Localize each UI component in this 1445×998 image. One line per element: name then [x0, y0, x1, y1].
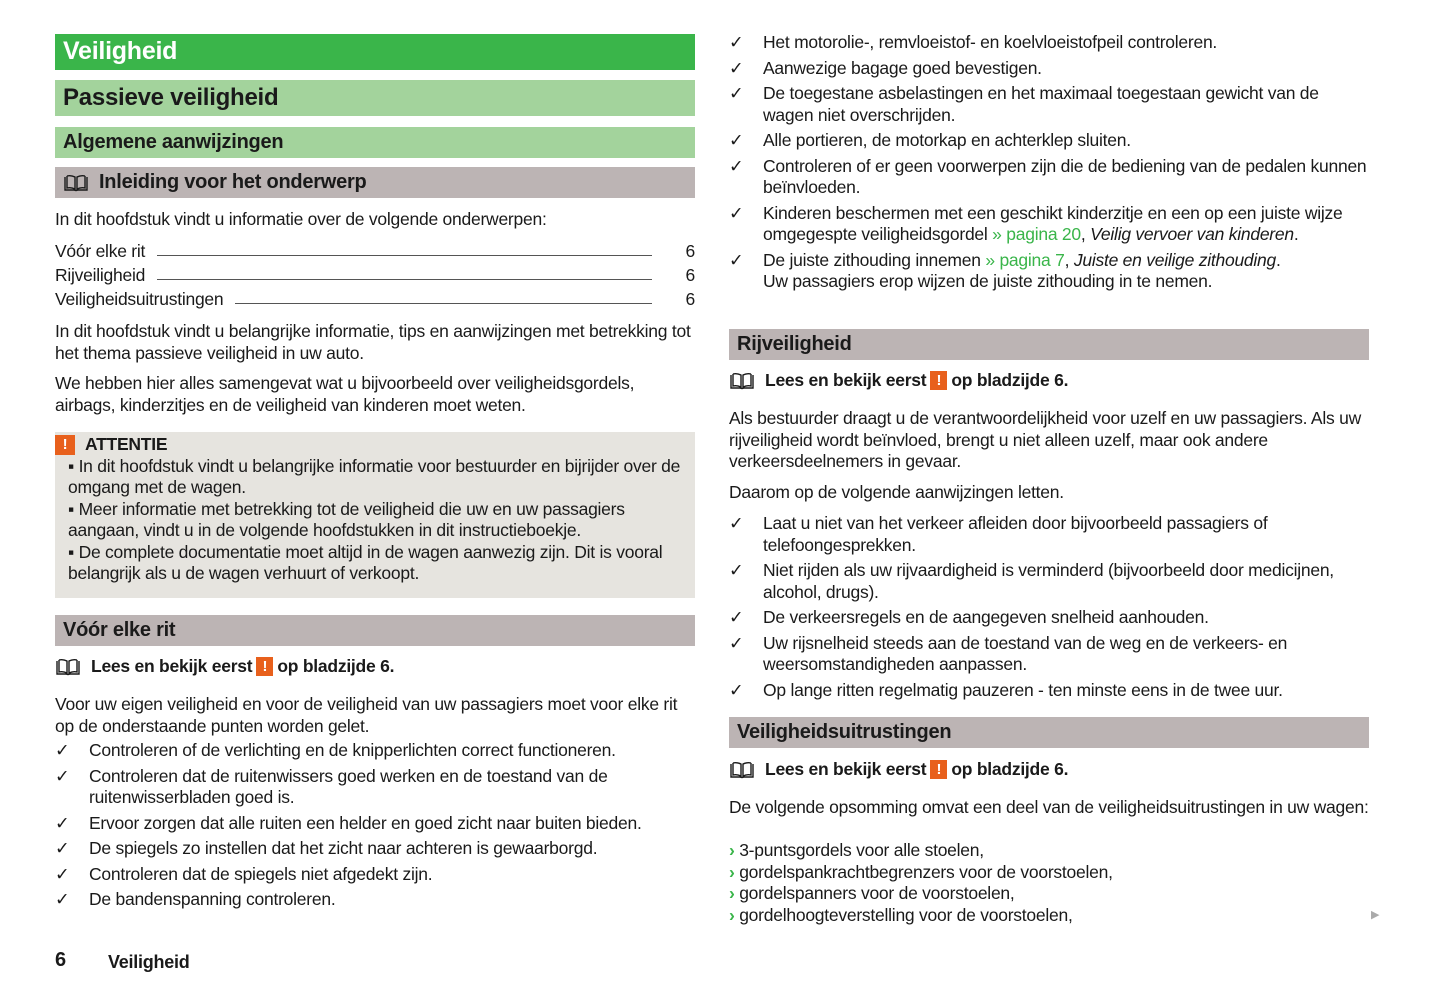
toc-leader	[157, 279, 651, 280]
list-text: gordelspankrachtbegrenzers voor de voorstoelen,	[739, 861, 1113, 882]
toc-row[interactable]	[55, 262, 695, 286]
list-text: 3-puntsgordels voor alle stoelen,	[739, 840, 984, 860]
rij-title: Rijveiligheid	[737, 332, 852, 355]
check-text: De spiegels zo instellen dat het zicht naar achteren is gewaarborgd.	[89, 838, 598, 858]
subsection-title: Algemene aanwijzingen	[63, 130, 284, 153]
check-item	[729, 203, 1369, 246]
check-text: De bandenspanning controleren.	[89, 889, 336, 909]
check-text: Aanwezige bagage goed bevestigen.	[763, 57, 1042, 78]
period: .	[1293, 224, 1299, 244]
intro-heading	[55, 167, 695, 198]
section-heading	[55, 80, 695, 116]
list-item	[729, 905, 1369, 927]
check-icon: ✓	[729, 249, 744, 270]
page-number: 6	[55, 949, 66, 971]
attention-title: ATTENTIE	[85, 434, 168, 454]
warning-icon[interactable]: !	[930, 760, 947, 779]
check-item	[729, 633, 1369, 676]
section-title: Passieve veiligheid	[63, 84, 279, 112]
intro-title: Inleiding voor het onderwerp	[99, 170, 367, 193]
toc-label: Vóór elke rit	[55, 240, 146, 261]
check-text: Controleren dat de ruitenwissers goed werken en de toestand van de ruitenwisserbladen goed is.	[89, 765, 608, 807]
check-text: Kinderen beschermen met een geschikt kinderzitje en een op een juiste wijze omgegespte veiligheidsgordel	[763, 202, 1343, 244]
book-icon	[63, 174, 89, 192]
toc-leader	[157, 255, 651, 256]
uitr-list	[729, 840, 1369, 926]
chevron-right-icon: ›	[729, 883, 735, 903]
toc-row[interactable]	[55, 238, 695, 262]
check-icon: ✓	[55, 812, 70, 833]
check-item	[729, 607, 1369, 629]
toc-row[interactable]	[55, 286, 695, 310]
read-first-page[interactable]: op bladzijde 6.	[951, 759, 1069, 779]
list-item	[729, 883, 1369, 905]
check-item	[55, 766, 695, 809]
warning-icon: !	[55, 435, 75, 455]
read-first-note	[729, 370, 1369, 392]
check-text: Het motorolie-, remvloeistof- en koelvloeistofpeil controleren.	[763, 32, 1218, 52]
chevron-right-icon: ›	[729, 904, 735, 925]
check-item	[55, 838, 695, 860]
voor-heading	[55, 615, 695, 646]
check-text: Controleren dat de spiegels niet afgedekt zijn.	[89, 863, 433, 884]
toc-page: 6	[685, 264, 695, 285]
check-item	[729, 156, 1369, 199]
check-item	[55, 740, 695, 762]
check-item	[729, 680, 1369, 702]
warning-icon[interactable]: !	[930, 371, 947, 390]
voor-title: Vóór elke rit	[63, 618, 176, 641]
list-item	[729, 840, 1369, 862]
check-text: Op lange ritten regelmatig pauzeren - ten minste eens in de twee uur.	[763, 679, 1283, 700]
rij-heading	[729, 329, 1369, 360]
link-title: Veilig vervoer van kinderen	[1090, 224, 1294, 244]
toc-label: Veiligheidsuitrustingen	[55, 288, 224, 309]
period: .	[1276, 249, 1281, 270]
check-text: Uw passagiers erop wijzen de juiste zithouding in te nemen.	[763, 271, 1213, 291]
check-text: Laat u niet van het verkeer afleiden door bijvoorbeeld passagiers of telefoongesprekken.	[763, 513, 1268, 555]
check-icon: ✓	[729, 57, 744, 78]
paragraph: De volgende opsomming omvat een deel van de veiligheidsuitrustingen in uw wagen:	[729, 797, 1369, 817]
check-icon: ✓	[55, 889, 70, 909]
check-item	[729, 32, 1369, 54]
chevron-right-icon: ›	[729, 840, 735, 860]
check-icon: ✓	[729, 32, 744, 52]
page-link[interactable]: » pagina 20	[992, 224, 1081, 244]
check-item	[729, 560, 1369, 603]
list-text: gordelhoogteverstelling voor de voorstoelen,	[739, 904, 1073, 925]
list-text: gordelspanners voor de voorstoelen,	[739, 883, 1015, 903]
read-first-text: Lees en bekijk eerst	[765, 759, 927, 779]
check-item	[729, 250, 1369, 293]
check-icon: ✓	[729, 130, 744, 150]
attention-item: ▪ In dit hoofdstuk vindt u belangrijke informatie voor bestuurder en bijrijder over de omgang met de wagen.	[68, 455, 681, 497]
read-first-page[interactable]: op bladzijde 6.	[951, 370, 1069, 390]
read-first-text: Lees en bekijk eerst	[91, 656, 253, 676]
uitr-heading	[729, 717, 1369, 748]
check-icon: ✓	[729, 202, 744, 223]
toc-page: 6	[685, 288, 695, 309]
book-icon	[55, 658, 81, 676]
toc-page: 6	[685, 240, 695, 261]
check-icon: ✓	[55, 740, 70, 760]
uitr-title: Veiligheidsuitrustingen	[737, 720, 952, 743]
book-icon	[729, 761, 755, 779]
check-text: De toegestane asbelastingen en het maximaal toegestaan gewicht van de wagen niet overschrijden.	[763, 83, 1319, 125]
toc-label: Rijveiligheid	[55, 264, 146, 285]
check-icon: ✓	[729, 83, 744, 103]
check-text: De juiste zithouding innemen	[763, 249, 981, 270]
toc	[55, 238, 695, 310]
check-text: Niet rijden als uw rijvaardigheid is verminderd (bijvoorbeeld door medicijnen, alcohol, drugs).	[763, 560, 1334, 602]
check-icon: ✓	[55, 838, 70, 858]
check-item	[55, 889, 695, 911]
footer-chapter: Veiligheid	[108, 952, 190, 972]
check-item	[55, 864, 695, 886]
check-icon: ✓	[55, 863, 70, 884]
chevron-right-icon: ›	[729, 861, 735, 882]
read-first-note	[729, 759, 1369, 781]
continue-arrow-icon: ▶	[1371, 909, 1380, 921]
check-text: De verkeersregels en de aangegeven snelheid aanhouden.	[763, 607, 1209, 627]
paragraph: We hebben hier alles samengevat wat u bijvoorbeeld over veiligheidsgordels, airbags, kinderzitjes en de veiligheid van kinderen moet weten.	[55, 373, 635, 415]
paragraph: Als bestuurder draagt u de verantwoordelijkheid voor uzelf en uw passagiers. Als uw rijveiligheid wordt beïnvloed, brengt u niet alleen uzelf, maar ook andere verkeersdeelnemers in gevaar.	[729, 408, 1361, 471]
check-icon: ✓	[729, 679, 744, 700]
voor-checklist	[55, 740, 695, 915]
separator: ,	[1064, 249, 1070, 270]
check-icon: ✓	[729, 607, 744, 627]
paragraph: Voor uw eigen veiligheid en voor de veiligheid van uw passagiers moet voor elke rit op de onderstaande punten worden gelet.	[55, 694, 678, 736]
page-link[interactable]: » pagina 7	[985, 249, 1065, 270]
toc-leader	[235, 303, 651, 304]
attention-header	[55, 432, 695, 456]
attention-item: ▪ Meer informatie met betrekking tot de veiligheid die uw en uw passagiers aangaan, vindt u in de volgende hoofdstukken in dit instructieboekje.	[68, 498, 625, 540]
check-icon: ✓	[729, 513, 744, 533]
rij-checklist	[729, 513, 1369, 705]
check-text: Controleren of de verlichting en de knipperlichten correct functioneren.	[89, 740, 616, 760]
check-icon: ✓	[55, 765, 70, 786]
read-first-text: Lees en bekijk eerst	[765, 370, 927, 390]
intro-text: In dit hoofdstuk vindt u informatie over de volgende onderwerpen:	[55, 209, 547, 229]
check-item	[55, 813, 695, 835]
read-first-note	[55, 656, 695, 678]
check-icon: ✓	[729, 155, 744, 176]
chapter-title: Veiligheid	[63, 37, 178, 66]
check-icon: ✓	[729, 632, 744, 653]
separator: ,	[1080, 224, 1086, 244]
chapter-heading	[55, 34, 695, 70]
warning-icon[interactable]: !	[256, 657, 273, 676]
check-item	[729, 58, 1369, 80]
right-checklist	[729, 32, 1369, 297]
check-text: Alle portieren, de motorkap en achterklep sluiten.	[763, 130, 1131, 150]
check-text: Ervoor zorgen dat alle ruiten een helder en goed zicht naar buiten bieden.	[89, 812, 642, 833]
subsection-heading	[55, 127, 695, 158]
paragraph: In dit hoofdstuk vindt u belangrijke informatie, tips en aanwijzingen met betrekking tot het thema passieve veiligheid in uw auto.	[55, 321, 691, 363]
check-text: Uw rijsnelheid steeds aan de toestand van de weg en de verkeers- en weersomstandigheden aanpassen.	[763, 632, 1288, 674]
check-text: Controleren of er geen voorwerpen zijn die de bediening van de pedalen kunnen beïnvloeden.	[763, 155, 1367, 197]
attention-box	[55, 432, 695, 598]
list-item	[729, 862, 1369, 884]
paragraph: Daarom op de volgende aanwijzingen letten.	[729, 482, 1064, 502]
check-item	[729, 513, 1369, 556]
book-icon	[729, 372, 755, 390]
check-item	[729, 83, 1369, 126]
check-icon: ✓	[729, 560, 744, 580]
read-first-page[interactable]: op bladzijde 6.	[277, 656, 395, 676]
attention-item: ▪ De complete documentatie moet altijd in de wagen aanwezig zijn. Dit is vooral belangrijk als u de wagen verhuurt of verkoopt.	[68, 541, 663, 583]
check-item	[729, 130, 1369, 152]
link-title: Juiste en veilige zithouding	[1073, 249, 1277, 270]
